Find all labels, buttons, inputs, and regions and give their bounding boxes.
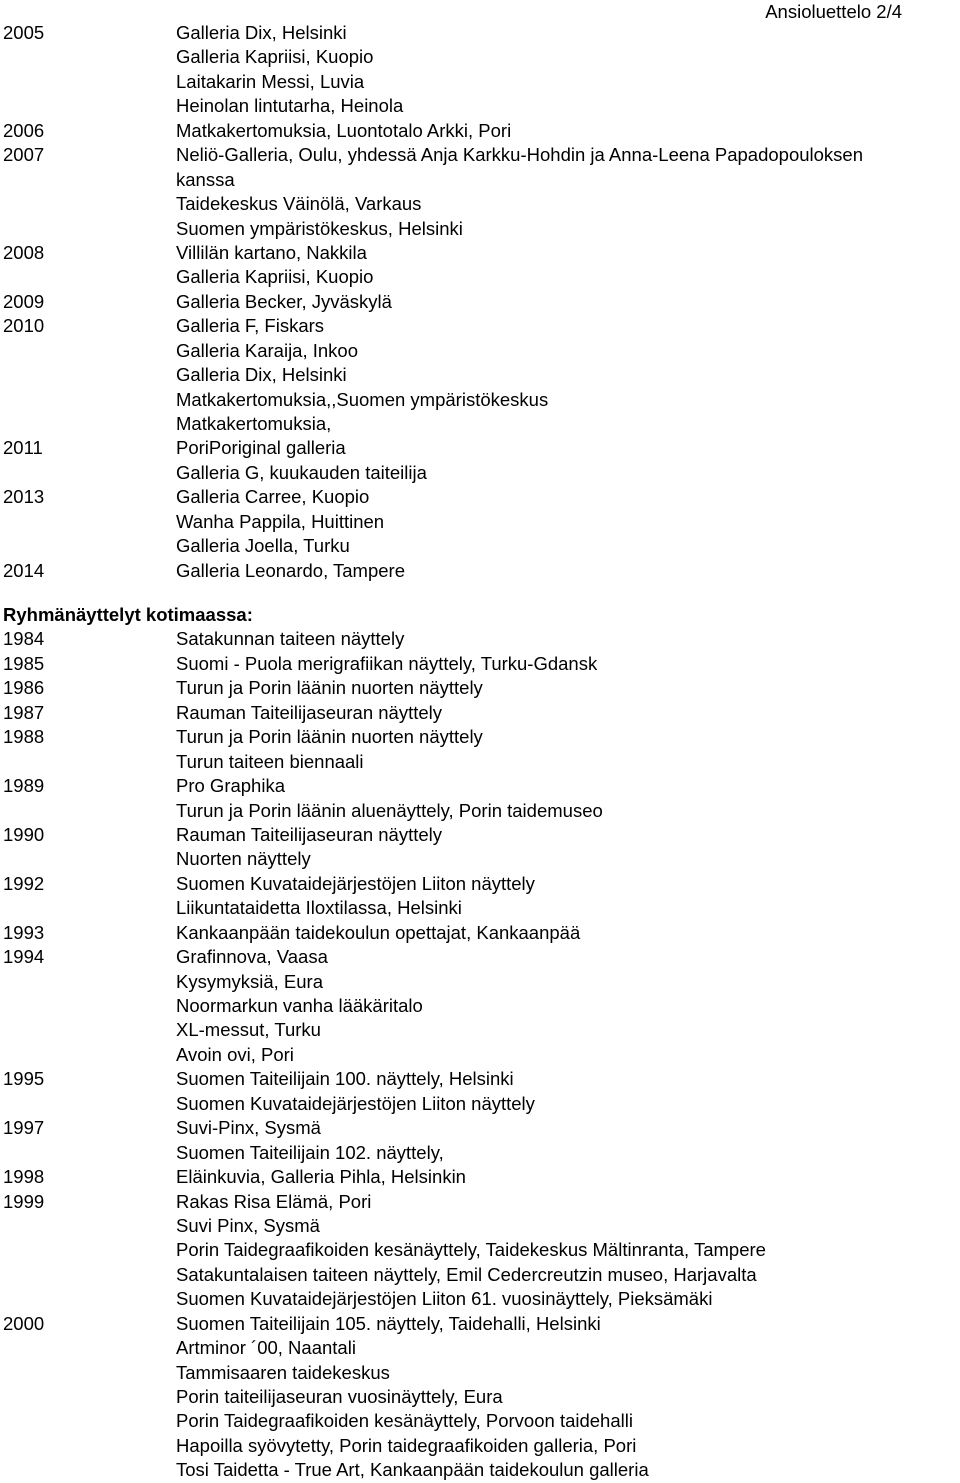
exhibition-entry: Galleria F, Fiskars	[176, 315, 325, 337]
exhibition-row	[3, 1190, 960, 1214]
exhibition-year: 2006	[3, 119, 45, 141]
exhibition-entry: Avoin ovi, Pori	[176, 1043, 294, 1065]
exhibition-row	[3, 70, 960, 94]
exhibition-year	[3, 970, 176, 994]
exhibition-row	[3, 339, 960, 363]
exhibition-entry: Suomen Kuvataidejärjestöjen Liiton näyttely	[176, 1092, 535, 1114]
exhibition-entry: Suvi Pinx, Sysmä	[176, 1214, 320, 1236]
exhibition-row	[3, 847, 960, 871]
exhibition-year: 2007	[3, 144, 45, 166]
exhibition-entry: Galleria Karaija, Inkoo	[176, 339, 359, 361]
exhibition-entry: Kysymyksiä, Eura	[176, 970, 324, 992]
exhibition-entry: Porin Taidegraafikoiden kesänäyttely, Porvoon taidehalli	[176, 1410, 633, 1432]
exhibition-row	[3, 217, 960, 241]
exhibition-entry: Matkakertomuksia,,Suomen ympäristökeskus	[176, 388, 549, 410]
exhibition-year: 1989	[3, 775, 45, 797]
exhibition-entry: Tosi Taidetta - True Art, Kankaanpään taidekoulun galleria	[176, 1459, 649, 1481]
exhibition-row	[3, 896, 960, 920]
exhibition-year	[3, 534, 176, 558]
exhibition-entry: PoriPoriginal galleria	[176, 437, 346, 459]
exhibition-row	[3, 970, 960, 994]
exhibition-row	[3, 559, 960, 583]
exhibition-year	[3, 461, 176, 485]
exhibition-row	[3, 461, 960, 485]
exhibition-year	[3, 168, 176, 192]
exhibition-row	[3, 1434, 960, 1458]
exhibition-year: 1994	[3, 946, 45, 968]
exhibition-year: 1987	[3, 701, 45, 723]
exhibition-row	[3, 1361, 960, 1385]
exhibition-row	[3, 1116, 960, 1140]
exhibition-entry: Eläinkuvia, Galleria Pihla, Helsinkin	[176, 1166, 466, 1188]
exhibition-year	[3, 45, 176, 69]
group-exhibitions-section	[3, 603, 960, 1483]
exhibition-row	[3, 241, 960, 265]
exhibition-year: 1995	[3, 1068, 45, 1090]
exhibition-entry: Galleria Kapriisi, Kuopio	[176, 46, 374, 68]
exhibition-entry: Matkakertomuksia, Luontotalo Arkki, Pori	[176, 119, 512, 141]
exhibition-row	[3, 485, 960, 509]
exhibition-entry: Kankaanpään taidekoulun opettajat, Kankaanpää	[176, 921, 581, 943]
exhibition-year	[3, 339, 176, 363]
exhibition-entry: Turun taiteen biennaali	[176, 750, 364, 772]
exhibition-entry: Galleria Becker, Jyväskylä	[176, 290, 392, 312]
exhibition-year: 2009	[3, 290, 45, 312]
exhibition-row	[3, 1336, 960, 1360]
exhibition-row	[3, 143, 960, 167]
exhibition-row	[3, 510, 960, 534]
solo-exhibition-list	[3, 21, 960, 583]
exhibition-year	[3, 1141, 176, 1165]
exhibition-entry: Galleria Dix, Helsinki	[176, 22, 347, 43]
exhibition-row	[3, 168, 960, 192]
exhibition-year	[3, 94, 176, 118]
exhibition-entry: Matkakertomuksia,	[176, 413, 332, 434]
exhibition-entry: Galleria Kapriisi, Kuopio	[176, 266, 374, 288]
exhibition-row	[3, 1238, 960, 1262]
exhibition-year	[3, 192, 176, 216]
exhibition-row	[3, 45, 960, 69]
exhibition-year	[3, 750, 176, 774]
exhibition-year: 2005	[3, 22, 45, 43]
exhibition-year: 2000	[3, 1312, 45, 1334]
exhibition-entry: Turun ja Porin läänin nuorten näyttely	[176, 726, 483, 748]
exhibition-row	[3, 1067, 960, 1091]
exhibition-year: 2013	[3, 486, 45, 508]
exhibition-year	[3, 363, 176, 387]
exhibition-year: 2014	[3, 559, 45, 581]
exhibition-entry: Satakuntalaisen taiteen näyttely, Emil Cedercreutzin museo, Harjavalta	[176, 1263, 757, 1285]
exhibition-row	[3, 1263, 960, 1287]
exhibition-year: 1984	[3, 628, 45, 650]
exhibition-entry: Galleria Leonardo, Tampere	[176, 559, 405, 581]
group-exhibition-list	[3, 627, 960, 1482]
exhibition-year: 1999	[3, 1190, 45, 1212]
exhibition-entry: Turun ja Porin läänin nuorten näyttely	[176, 677, 483, 699]
exhibition-entry: Suomen Taiteilijain 105. näyttely, Taidehalli, Helsinki	[176, 1312, 601, 1334]
exhibition-entry: Artminor ´00, Naantali	[176, 1337, 356, 1359]
exhibition-year	[3, 412, 176, 436]
exhibition-entry: Rakas Risa Elämä, Pori	[176, 1190, 372, 1212]
exhibition-row	[3, 314, 960, 338]
exhibition-row	[3, 994, 960, 1018]
exhibition-row	[3, 412, 960, 436]
exhibition-row	[3, 1385, 960, 1409]
exhibition-year: 1992	[3, 872, 45, 894]
exhibition-year	[3, 1409, 176, 1433]
exhibition-entry: Galleria Dix, Helsinki	[176, 364, 347, 386]
exhibition-entry: Suomen Kuvataidejärjestöjen Liiton 61. vuosinäyttely, Pieksämäki	[176, 1288, 713, 1310]
exhibition-year	[3, 1092, 176, 1116]
exhibition-row	[3, 265, 960, 289]
exhibition-row	[3, 1214, 960, 1238]
exhibition-entry: Porin taiteilijaseuran vuosinäyttely, Eura	[176, 1386, 503, 1407]
exhibition-row	[3, 21, 960, 45]
exhibition-year	[3, 1018, 176, 1042]
exhibition-entry: XL-messut, Turku	[176, 1019, 321, 1041]
exhibition-entry: kanssa	[176, 168, 235, 190]
exhibition-year: 1998	[3, 1166, 45, 1188]
exhibition-row	[3, 799, 960, 823]
exhibition-year	[3, 1287, 176, 1311]
exhibition-year	[3, 1434, 176, 1458]
exhibition-entry: Suomen ympäristökeskus, Helsinki	[176, 217, 463, 239]
exhibition-year	[3, 1361, 176, 1385]
exhibition-entry: Wanha Pappila, Huittinen	[176, 510, 385, 532]
exhibition-row	[3, 290, 960, 314]
exhibition-year: 1988	[3, 726, 45, 748]
exhibition-year	[3, 1043, 176, 1067]
exhibition-entry: Liikuntataidetta Iloxtilassa, Helsinki	[176, 897, 462, 919]
exhibition-row	[3, 119, 960, 143]
exhibition-entry: Villilän kartano, Nakkila	[176, 241, 367, 263]
exhibition-entry: Nuorten näyttely	[176, 848, 311, 870]
exhibition-year	[3, 799, 176, 823]
exhibition-entry: Hapoilla syövytetty, Porin taidegraafikoiden galleria, Pori	[176, 1434, 637, 1456]
exhibition-year: 2010	[3, 315, 45, 337]
exhibition-row	[3, 774, 960, 798]
exhibition-row	[3, 1458, 960, 1482]
group-exhibitions-heading: Ryhmänäyttelyt kotimaassa:	[3, 604, 253, 625]
exhibition-year	[3, 388, 176, 412]
exhibition-year	[3, 1458, 176, 1482]
exhibition-year: 1990	[3, 823, 45, 845]
exhibition-row	[3, 1092, 960, 1116]
exhibition-entry: Heinolan lintutarha, Heinola	[176, 95, 404, 117]
exhibition-year	[3, 1263, 176, 1287]
exhibition-entry: Porin Taidegraafikoiden kesänäyttely, Taidekeskus Mältinranta, Tampere	[176, 1239, 766, 1261]
exhibition-year	[3, 1336, 176, 1360]
exhibition-year	[3, 1238, 176, 1262]
exhibition-entry: Pro Graphika	[176, 775, 285, 797]
exhibition-row	[3, 1312, 960, 1336]
exhibition-entry: Suomen Kuvataidejärjestöjen Liiton näyttely	[176, 872, 535, 894]
page-header: Ansioluettelo 2/4	[765, 1, 902, 22]
exhibition-row	[3, 94, 960, 118]
exhibition-entry: Suvi-Pinx, Sysmä	[176, 1117, 321, 1139]
exhibition-row	[3, 436, 960, 460]
exhibition-entry: Rauman Taiteilijaseuran näyttely	[176, 823, 443, 845]
exhibition-year	[3, 70, 176, 94]
exhibition-row	[3, 192, 960, 216]
exhibition-row	[3, 363, 960, 387]
exhibition-year	[3, 896, 176, 920]
exhibition-row	[3, 823, 960, 847]
exhibition-entry: Rauman Taiteilijaseuran näyttely	[176, 701, 443, 723]
exhibition-row	[3, 1409, 960, 1433]
exhibition-year: 2008	[3, 241, 45, 263]
exhibition-row	[3, 627, 960, 651]
exhibition-year: 1997	[3, 1117, 45, 1139]
exhibition-entry: Turun ja Porin läänin aluenäyttely, Porin taidemuseo	[176, 799, 603, 821]
exhibition-entry: Laitakarin Messi, Luvia	[176, 70, 365, 92]
exhibition-row	[3, 872, 960, 896]
exhibition-year	[3, 265, 176, 289]
exhibition-entry: Taidekeskus Väinölä, Varkaus	[176, 193, 422, 215]
exhibition-row	[3, 652, 960, 676]
exhibition-row	[3, 750, 960, 774]
exhibition-entry: Neliö-Galleria, Oulu, yhdessä Anja Karkku-Hohdin ja Anna-Leena Papadopouloksen	[176, 144, 863, 166]
exhibition-row	[3, 388, 960, 412]
exhibition-row	[3, 701, 960, 725]
exhibition-entry: Satakunnan taiteen näyttely	[176, 628, 405, 650]
exhibition-year	[3, 847, 176, 871]
exhibition-year	[3, 217, 176, 241]
exhibition-entry: Tammisaaren taidekeskus	[176, 1361, 390, 1383]
exhibition-year	[3, 1385, 176, 1409]
exhibition-entry: Suomi - Puola merigrafiikan näyttely, Turku-Gdansk	[176, 652, 598, 674]
exhibition-row	[3, 676, 960, 700]
exhibition-year	[3, 510, 176, 534]
exhibition-entry: Suomen Taiteilijain 102. näyttely,	[176, 1141, 444, 1163]
exhibition-row	[3, 1043, 960, 1067]
exhibition-row	[3, 1165, 960, 1189]
exhibition-row	[3, 1141, 960, 1165]
exhibition-row	[3, 945, 960, 969]
exhibition-entry: Galleria G, kuukauden taiteilija	[176, 461, 427, 483]
exhibition-row	[3, 1287, 960, 1311]
exhibition-row	[3, 534, 960, 558]
exhibition-entry: Galleria Carree, Kuopio	[176, 486, 370, 508]
exhibition-row	[3, 921, 960, 945]
exhibition-entry: Suomen Taiteilijain 100. näyttely, Helsinki	[176, 1068, 514, 1090]
exhibition-entry: Grafinnova, Vaasa	[176, 946, 328, 968]
exhibition-year: 1985	[3, 652, 45, 674]
exhibition-row	[3, 725, 960, 749]
exhibition-year: 2011	[3, 437, 43, 459]
exhibition-year	[3, 994, 176, 1018]
exhibition-entry: Noormarkun vanha lääkäritalo	[176, 995, 423, 1016]
exhibition-year: 1993	[3, 921, 45, 943]
exhibition-entry: Galleria Joella, Turku	[176, 535, 350, 557]
exhibition-year: 1986	[3, 677, 45, 699]
exhibition-row	[3, 1018, 960, 1042]
exhibition-year	[3, 1214, 176, 1238]
